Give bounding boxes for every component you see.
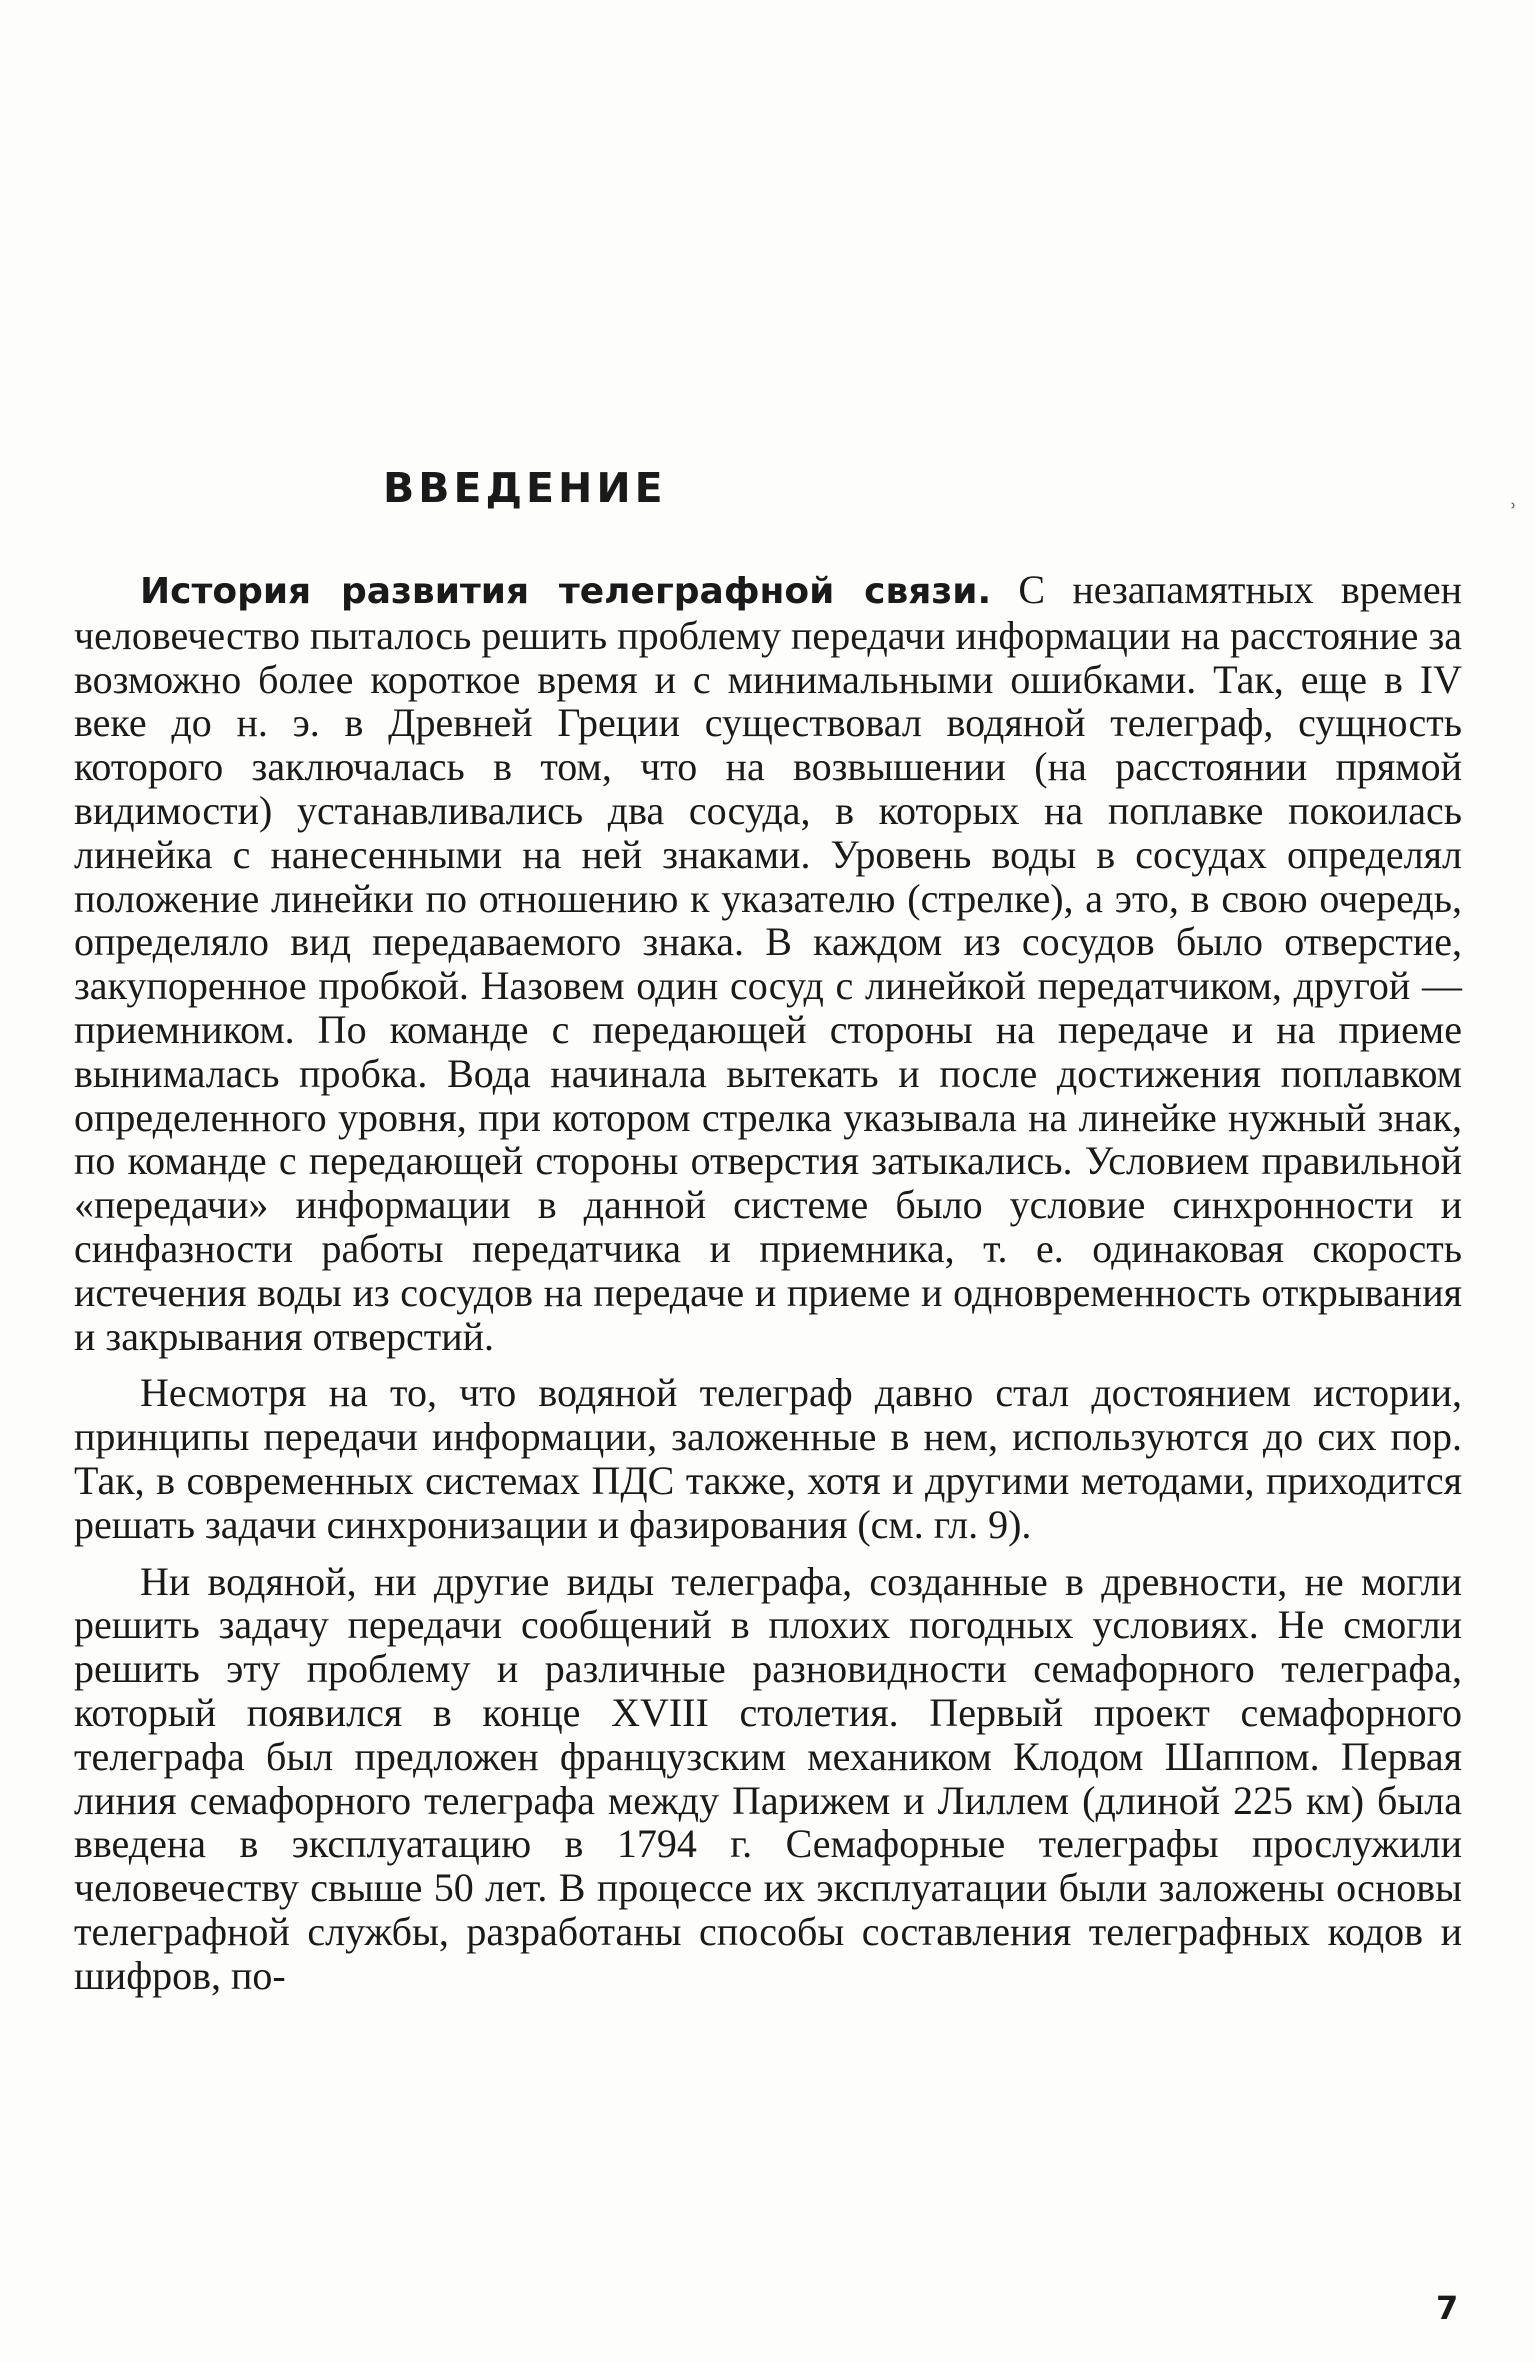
paragraph-3: Ни водяной, ни другие виды телеграфа, созданные в древности, не могли решить задачу передачи сообщений в плохих погодных условиях. Не смогли решить эту проблему и различные разновидности семафорного телеграфа, который появился в конце XVIII столетия. Первый проект семафорного телеграфа был предложен французским механиком Клодом Шаппом. Первая линия семафорного телеграфа между Парижем и Лиллем (длиной 225 км) была введена в эксплуатацию в 1794 г. Семафорные телеграфы прослужили человечеству свыше 50 лет. В процессе их эксплуатации были заложены основы телеграфной службы, разработаны способы составления телеграфных кодов и шифров, по-: [74, 1558, 1462, 1998]
page-number: 7: [1436, 2289, 1459, 2327]
paragraph-2: Несмотря на то, что водяной телеграф давно стал достоянием истории, принципы передачи информации, заложенные в нем, используются до сих пор. Так, в современных системах ПДС также, хотя и другими методами, приходится решать задачи синхронизации и фазирования (см. гл. 9).: [74, 1370, 1462, 1547]
scan-corner-mark: ʾ: [1508, 498, 1518, 531]
paragraph-1: [74, 568, 1462, 1358]
paragraph-1-text: С незапамятных времен человечество пыталось решить проблему передачи информации на расстояние за возможно более короткое время и с минимальными ошибками. Так, еще в IV веке до н. э. в Древней Греции существовал водяной телеграф, сущность которого заключалась в том, что на возвышении (на расстоянии прямой видимости) устанавливались два сосуда, в которых на поплавке покоилась линейка с нанесенными на ней знаками. Уровень воды в сосудах определял положение линейки по отношению к указателю (стрелке), а это, в свою очередь, определяло вид передаваемого знака. В каждом из сосудов было отверстие, закупоренное пробкой. Назовем один сосуд с линейкой передатчиком, другой — приемником. По команде с передающей стороны на передаче и на приеме вынималась пробка. Вода начинала вытекать и после достижения поплавком определенного уровня, при котором стрелка указывала на линейке нужный знак, по команде с передающей стороны отверстия затыкались. Условием правильной «передачи» информации в данной системе было условие синхронности и синфазности работы передатчика и приемника, т. е. одинаковая скорость истечения воды из сосудов на передаче и приеме и одновременность открывания и закрывания отверстий.: [74, 567, 1462, 1359]
paragraph-1-lead: История развития телеграфной связи.: [140, 571, 992, 612]
body-text: [74, 568, 1462, 1998]
chapter-heading: ВВЕДЕНИЕ: [383, 464, 667, 512]
